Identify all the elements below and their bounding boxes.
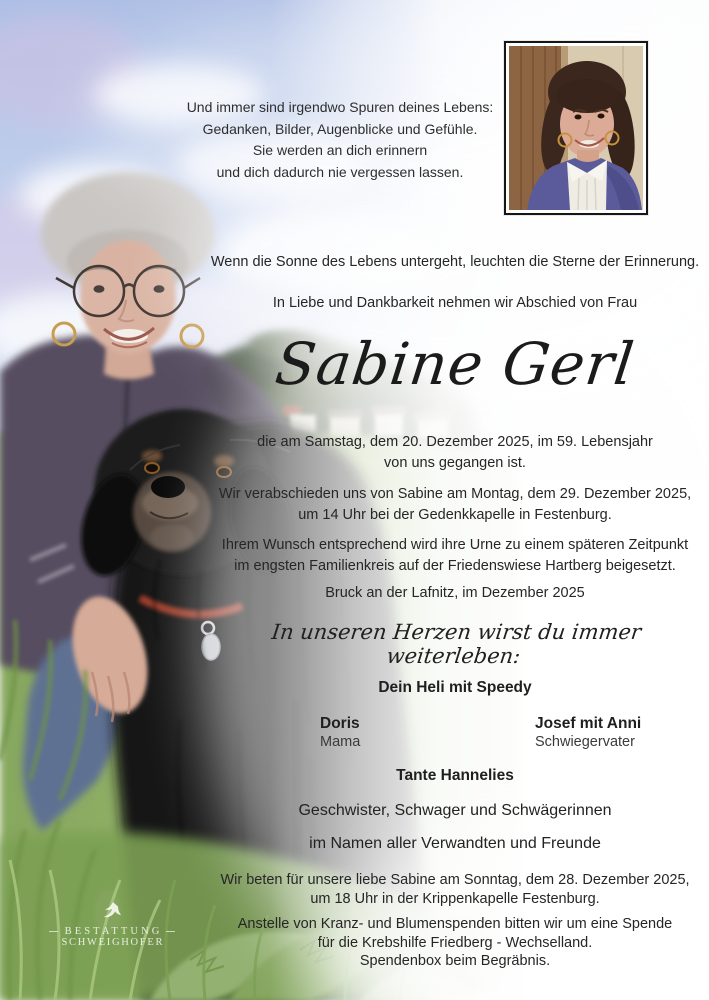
farewell-service [205, 484, 705, 525]
deceased-name: Sabine Gerl [271, 330, 639, 398]
mourner-right-name: Josef mit Anni [535, 715, 642, 732]
poem-line-1: Und immer sind irgendwo Spuren deines Lebens: [186, 99, 494, 115]
funeral-home-watermark [42, 900, 182, 948]
poem-line-2: Gedanken, Bilder, Augenblicke und Gefühle. [202, 120, 478, 137]
mourner-siblings: Geschwister, Schwager und Schwägerinnen [298, 802, 612, 819]
mourner-husband: Dein Heli mit Speedy [378, 679, 532, 696]
funeral-home-name-row [42, 926, 182, 937]
memorial-poem [160, 97, 520, 183]
mourner-aunt: Tante Hannelies [396, 767, 514, 784]
prayer-line2: um 18 Uhr in der Krippenkapelle Festenburg. [310, 891, 600, 907]
farewell-service-line1: Wir verabschieden uns von Sabine am Montag, dem 29. Dezember 2025, [218, 486, 692, 502]
donation-line1: Anstelle von Kranz- und Blumenspenden bitten wir um eine Spende [237, 916, 673, 932]
urn-notice-line1: Ihrem Wunsch entsprechend wird ihre Urne zu einem späteren Zeitpunkt [221, 537, 689, 553]
farewell-service-line2: um 14 Uhr bei der Gedenkkapelle in Festenburg. [298, 506, 612, 523]
portrait-photo [504, 41, 648, 215]
mourner-right [535, 715, 641, 752]
ornament-line [166, 931, 175, 932]
mourner-left-relation: Mama [320, 734, 361, 750]
donation-line2: für die Krebshilfe Friedberg - Wechselland. [317, 934, 593, 951]
donation-notice [205, 915, 705, 971]
funeral-home-name-line2: SCHWEIGHOFER [61, 937, 165, 948]
prayer-notice [205, 871, 705, 909]
ornament-line [49, 931, 58, 932]
mourner-relatives: im Namen aller Verwandten und Freunde [309, 835, 601, 852]
poem-line-3: Sie werden an dich erinnern [252, 142, 428, 158]
death-notice-line1: die am Samstag, dem 20. Dezember 2025, im 59. Lebensjahr [257, 434, 653, 450]
portrait-illustration [509, 46, 643, 210]
urn-notice [205, 535, 705, 576]
death-notice-line2: von uns gegangen ist. [384, 454, 526, 471]
death-notice [205, 432, 705, 473]
mourner-left [320, 715, 360, 752]
mourner-left-name: Doris [320, 715, 360, 732]
sun-quote: Wenn die Sonne des Lebens untergeht, leuchten die Sterne der Erinnerung. [210, 254, 700, 270]
poem-line-4: und dich dadurch nie vergessen lassen. [216, 163, 464, 180]
urn-notice-line2: im engsten Familienkreis auf der Friedenswiese Hartberg beigesetzt. [234, 557, 676, 574]
place-date: Bruck an der Lafnitz, im Dezember 2025 [325, 585, 585, 601]
donation-line3: Spendenbox beim Begräbnis. [359, 953, 551, 969]
mourners-heading: In unseren Herzen wirst du immer weiterleben: [270, 620, 643, 668]
mourner-right-relation: Schwiegervater [535, 734, 635, 750]
funeral-home-name-line1: BESTATTUNG [64, 926, 163, 937]
prayer-line1: Wir beten für unsere liebe Sabine am Sonntag, dem 28. Dezember 2025, [220, 872, 690, 888]
farewell-intro: In Liebe und Dankbarkeit nehmen wir Abschied von Frau [272, 295, 638, 311]
dove-icon [100, 900, 124, 924]
